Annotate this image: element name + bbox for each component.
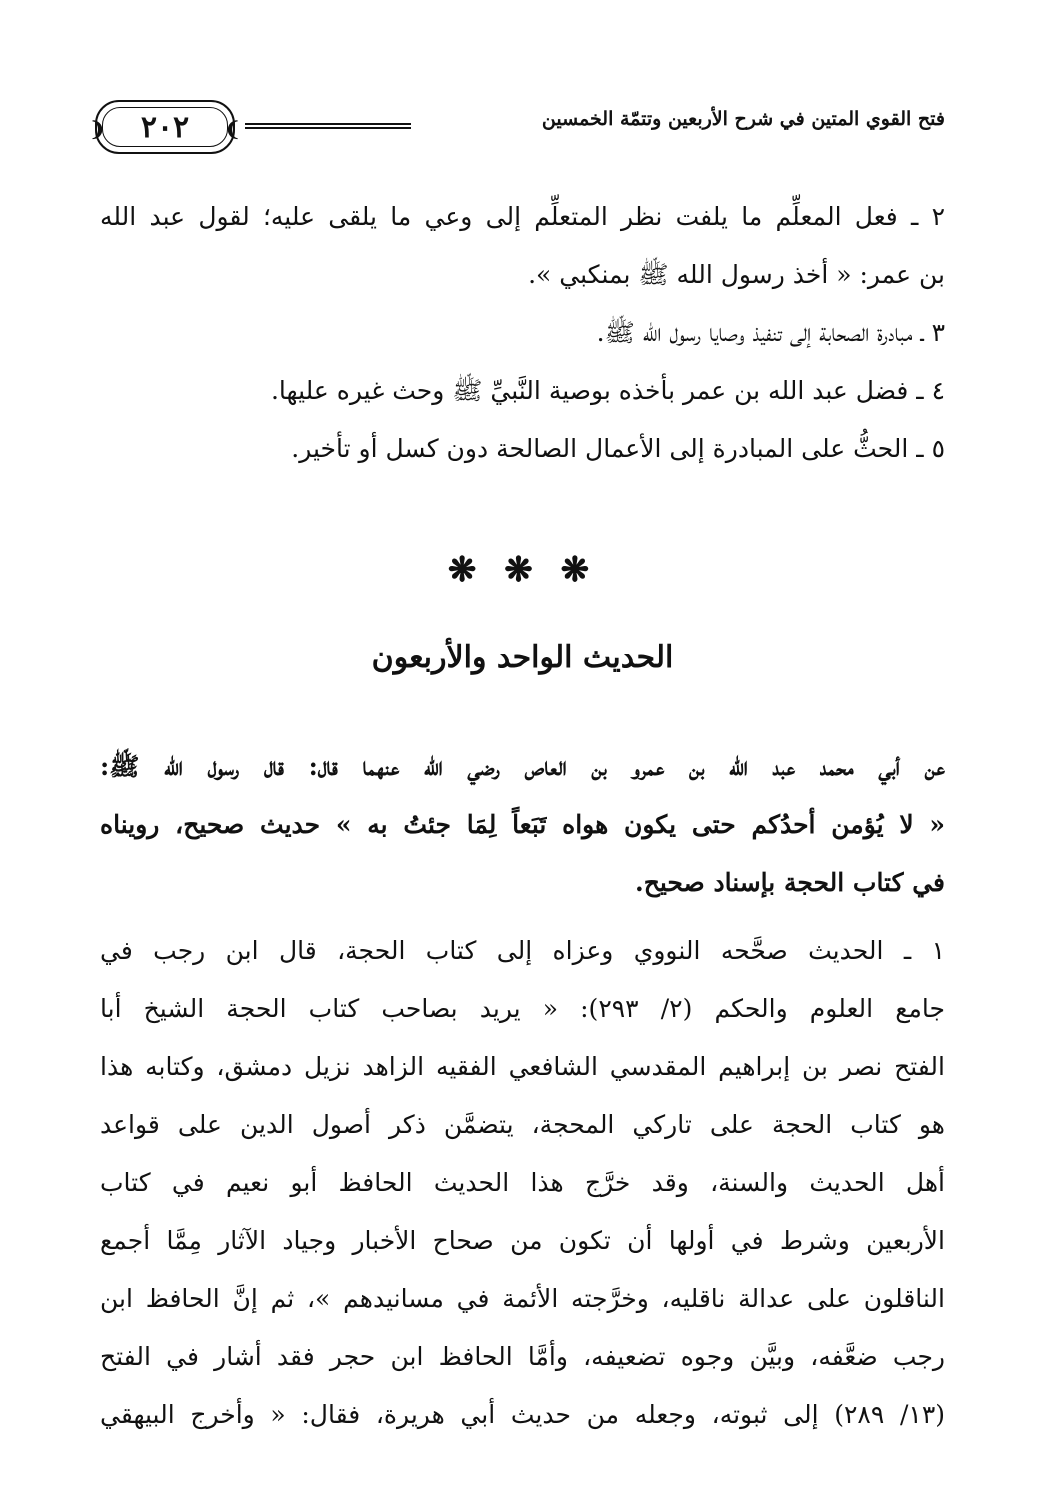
section-separator: ❋ ❋ ❋ [447, 550, 598, 590]
commentary-line: الناقلون على عدالة ناقليه، وخرَّجته الأئمة في مسانيدهم »، ثم إنَّ الحافظ ابن [100, 1284, 945, 1313]
page-number: ٢٠٢ [140, 109, 190, 145]
frame-ornament-icon: ❨ [89, 117, 106, 141]
lessons-list [100, 188, 945, 478]
page-header [85, 98, 945, 160]
lesson-line: ٢ ـ فعل المعلِّم ما يلفت نظر المتعلِّم إلى وعي ما يلقى عليه؛ لقول عبد الله [100, 202, 945, 231]
page-number-frame [89, 100, 241, 154]
hadith-line: في كتاب الحجة بإسناد صحيح. [634, 868, 945, 897]
lesson-line: ٣ ـ مبادرة الصحابة إلى تنفيذ وصايا رسول الله ﷺ. [596, 318, 945, 347]
frame-ornament-icon: ❩ [224, 117, 241, 141]
hadith-line: « لا يُؤمن أحدُكم حتى يكون هواه تَبَعاً لِمَا جئتُ به » حديث صحيح، رويناه [100, 810, 945, 839]
commentary-line: هو كتاب الحجة على تاركي المحجة، يتضمَّن ذكر أصول الدين على قواعد [100, 1110, 945, 1139]
header-rule [245, 123, 411, 129]
section-title: الحديث الواحد والأربعون [371, 640, 674, 675]
hadith-line: عن أبي محمد عبد الله بن عمرو بن العاص رضي الله عنهما قال: قال رسول الله ﷺ: [100, 752, 945, 781]
commentary-line: الأربعين وشرط في أولها أن تكون من صحاح الأخبار وجياد الآثار مِمَّا أجمع [100, 1226, 945, 1255]
lesson-line: ٥ ـ الحثُّ على المبادرة إلى الأعمال الصالحة دون كسل أو تأخير. [291, 434, 945, 463]
commentary-line: رجب ضعَّفه، وبيَّن وجوه تضعيفه، وأمَّا الحافظ ابن حجر فقد أشار في الفتح [100, 1342, 945, 1371]
commentary-line: (١٣/ ٢٨٩) إلى ثبوته، وجعله من حديث أبي هريرة، فقال: « وأخرج البيهقي [100, 1400, 945, 1429]
commentary-line: ١ ـ الحديث صحَّحه النووي وعزاه إلى كتاب الحجة، قال ابن رجب في [100, 936, 945, 965]
commentary [100, 922, 945, 1444]
book-title: فتح القوي المتين في شرح الأربعين وتتمّة الخمسين [541, 108, 945, 130]
hadith-text [100, 738, 945, 912]
lesson-line: ٤ ـ فضل عبد الله بن عمر بأخذه بوصية النَّبيِّ ﷺ وحث غيره عليها. [270, 376, 945, 405]
commentary-line: الفتح نصر بن إبراهيم المقدسي الشافعي الفقيه الزاهد نزيل دمشق، وكتابه هذا [100, 1052, 945, 1081]
commentary-line: أهل الحديث والسنة، وقد خرَّج هذا الحديث الحافظ أبو نعيم في كتاب [100, 1168, 945, 1197]
commentary-line: جامع العلوم والحكم (٢/ ٢٩٣): « يريد بصاحب كتاب الحجة الشيخ أبا [100, 994, 945, 1023]
lesson-line: بن عمر: « أخذ رسول الله ﷺ بمنكبي ». [528, 260, 945, 289]
